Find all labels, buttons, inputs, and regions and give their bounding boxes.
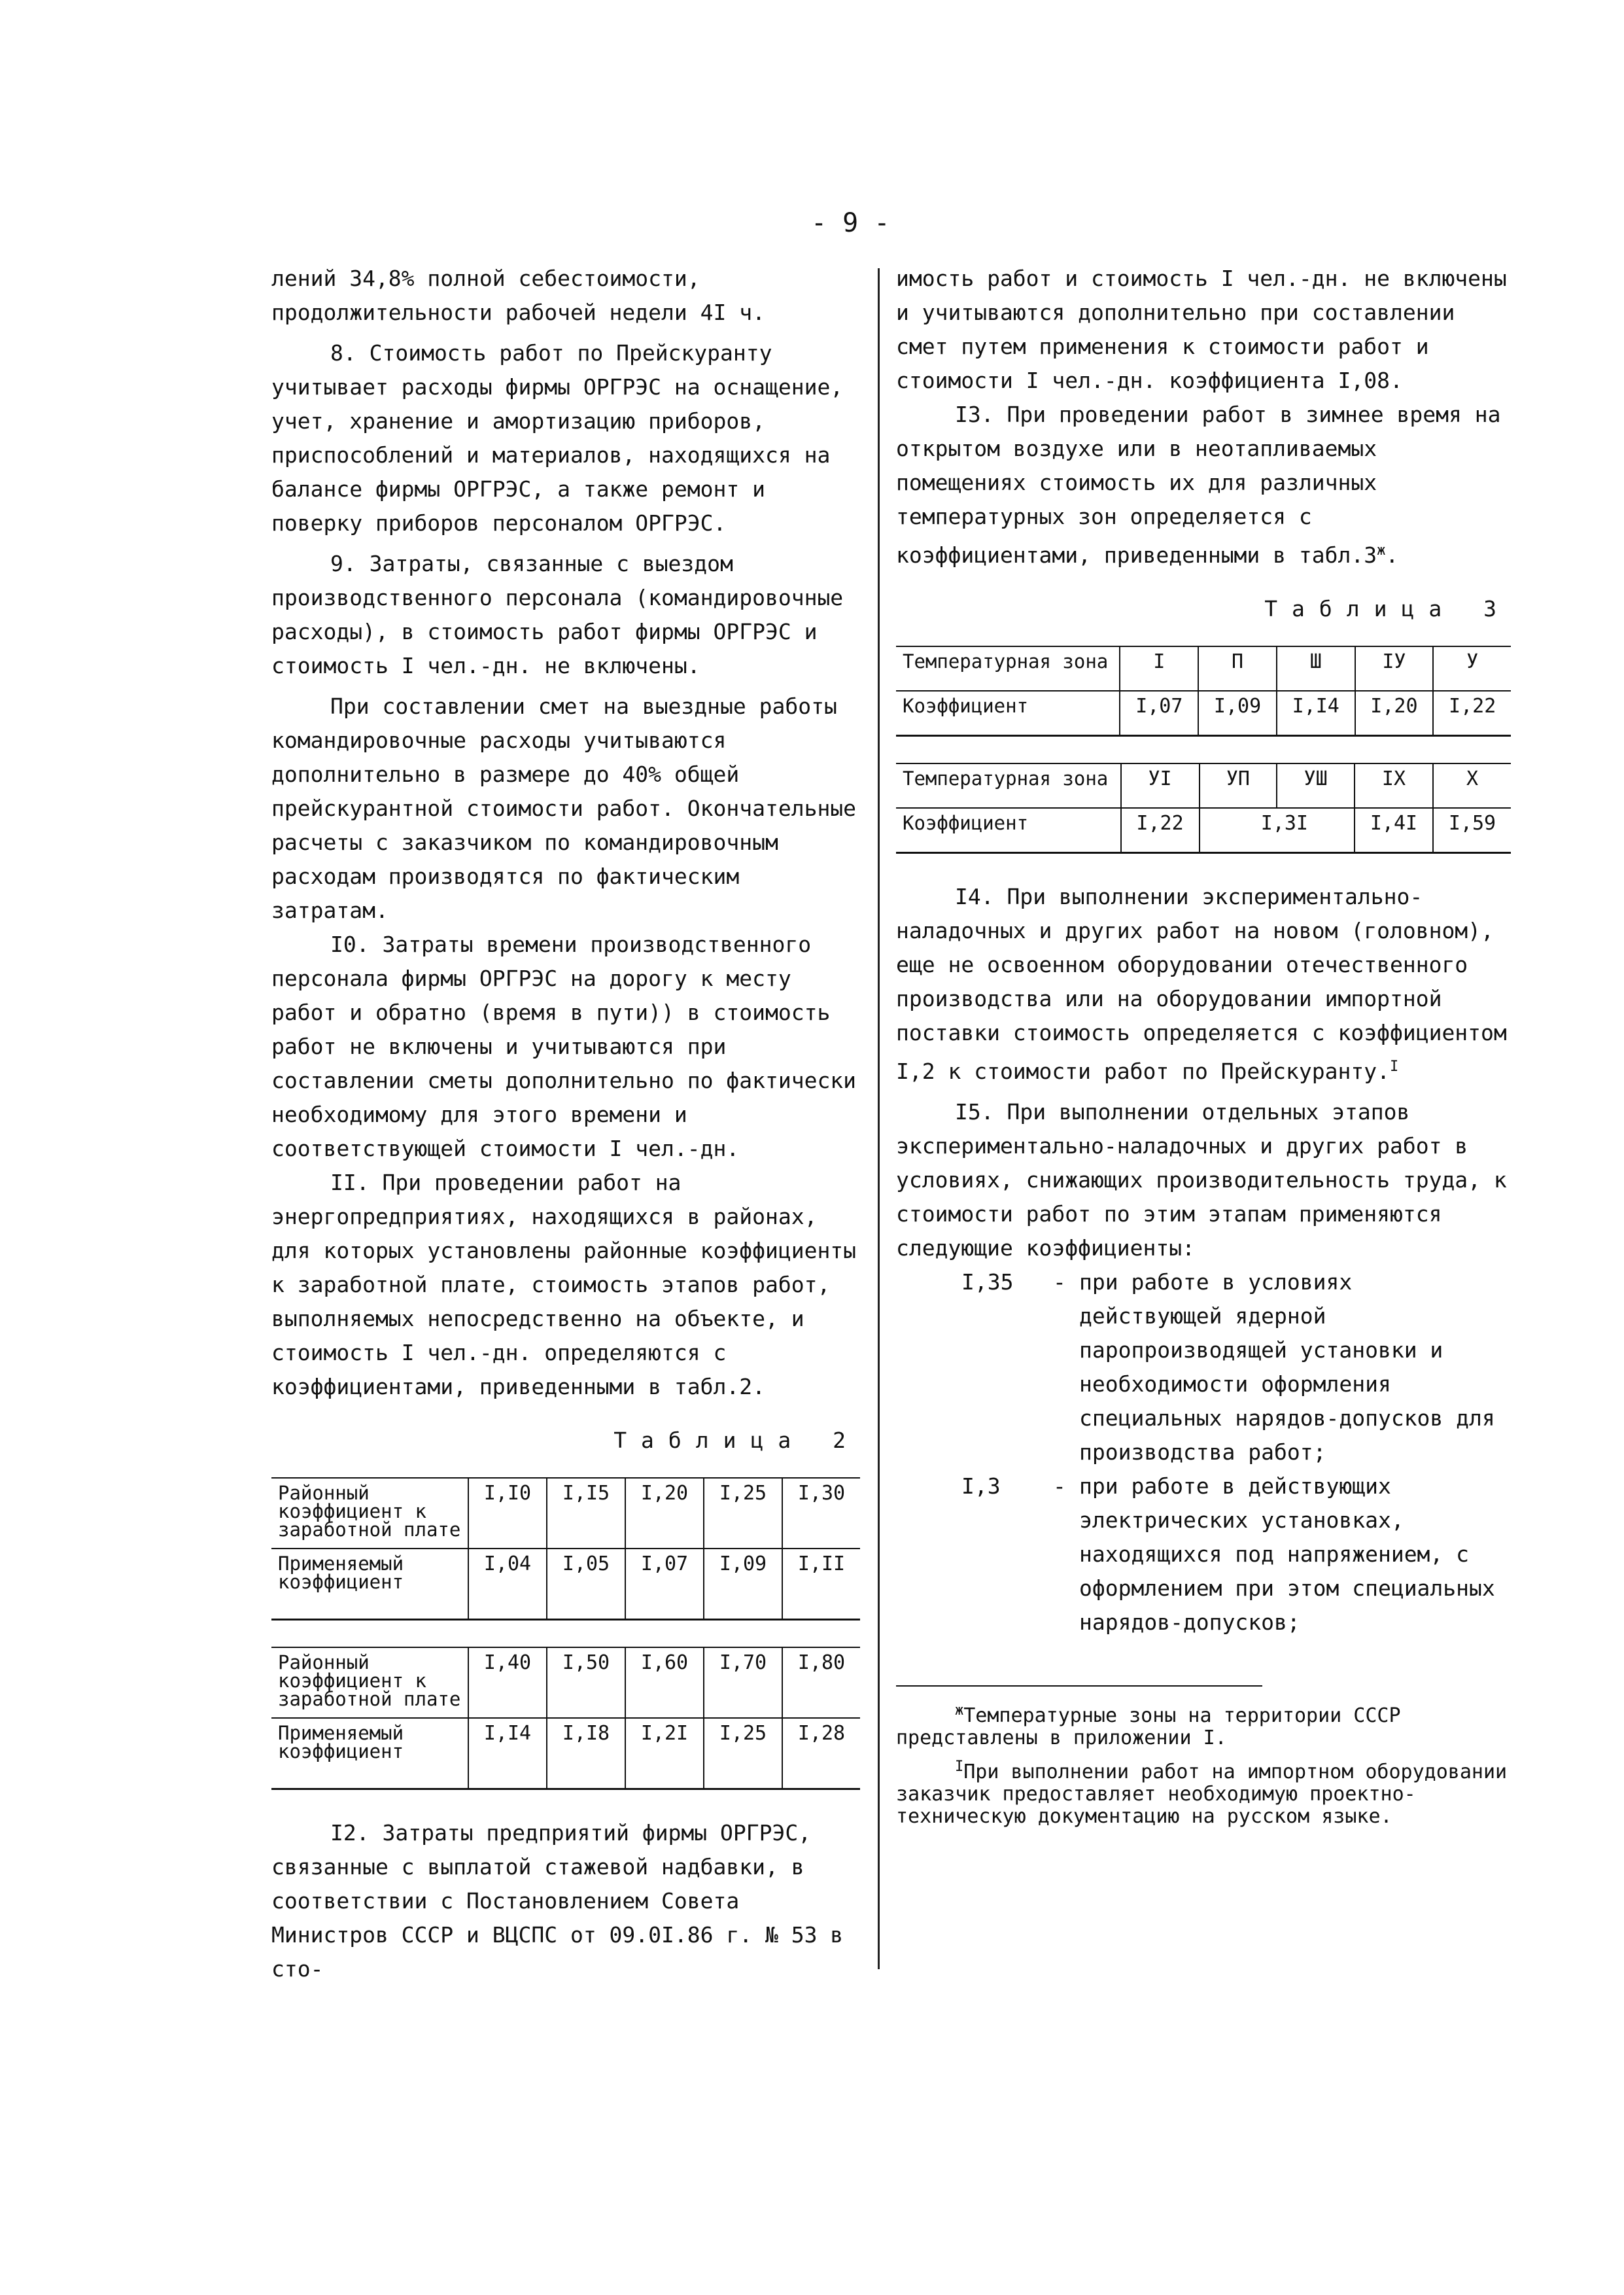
paragraph: лений 34,8% полной себестоимости, продолжительности рабочей недели 4I ч. <box>271 266 765 325</box>
table-cell: I,22 <box>1121 808 1200 853</box>
table-row <box>896 646 1511 691</box>
table-cell: I,40 <box>468 1647 547 1718</box>
paragraph-13-text: I3. При проведении работ в зимнее время на открытом воздухе или в неотапливаемых помещениях стоимость их для различных температурных зон определяется с коэффициентами, приведенными в табл.3 <box>896 402 1501 568</box>
footnote-mark: I <box>955 1759 964 1775</box>
table-cell: У <box>1433 646 1511 691</box>
table-cell: I,I5 <box>547 1478 625 1549</box>
footnote-mark: ж <box>1377 542 1386 559</box>
list-item <box>961 1469 1511 1639</box>
table-cell: X <box>1433 763 1511 808</box>
page-number: - 9 - <box>811 208 890 238</box>
table-cell: УШ <box>1277 763 1355 808</box>
row-label: Районный коэффициент к заработной плате <box>271 1647 468 1718</box>
coefficient-description: при работе в действующих электрических установках, находящихся под напряжением, с оформлением при этом специальных нарядов-допусков; <box>1079 1473 1495 1635</box>
list-item <box>961 1265 1511 1469</box>
table-row <box>271 1647 860 1718</box>
table-row <box>896 808 1511 853</box>
coefficient-value: I,35 <box>961 1269 1014 1295</box>
right-column <box>896 262 1511 1828</box>
table-cell: I,05 <box>547 1549 625 1620</box>
table-cell: I,I4 <box>1277 691 1355 736</box>
table-cell: I,09 <box>704 1549 782 1620</box>
dash: - <box>1053 1269 1066 1295</box>
table-2-caption: Таблица 2 <box>613 1428 860 1453</box>
table-cell: I,07 <box>1120 691 1198 736</box>
footnote-mark: ж <box>955 1702 964 1719</box>
table-3a <box>896 646 1511 737</box>
row-label: Применяемый коэффициент <box>271 1718 468 1789</box>
coefficient-list <box>961 1265 1511 1639</box>
table-cell: I,28 <box>782 1718 860 1789</box>
coefficient-value: I,3 <box>961 1473 1001 1499</box>
table-cell: I,30 <box>782 1478 860 1549</box>
table-row <box>896 763 1511 808</box>
footnote-separator <box>896 1685 1262 1687</box>
table-cell: I,04 <box>468 1549 547 1620</box>
column-divider <box>878 268 880 1969</box>
table-cell: I <box>1120 646 1198 691</box>
left-column <box>271 262 860 1986</box>
table-3b <box>896 763 1511 854</box>
row-label: Районный коэффициент к заработной плате <box>271 1478 468 1549</box>
table-cell: I,80 <box>782 1647 860 1718</box>
dash: - <box>1053 1473 1066 1499</box>
paragraph-9: 9. Затраты, связанные с выездом производственного персонала (командировочные расходы), в стоимость работ фирмы ОРГРЭС и стоимость I чел.-дн. не включены. <box>271 551 844 678</box>
paragraph-8: 8. Стоимость работ по Прейскуранту учитывает расходы фирмы ОРГРЭС на оснащение, учет, хранение и амортизацию приборов, приспособлений и материалов, находящихся на балансе фирмы ОРГРЭС, а также ремонт и поверку приборов персоналом ОРГРЭС. <box>271 340 844 536</box>
table-3-caption: Таблица 3 <box>1264 596 1511 622</box>
table-cell: I,20 <box>1355 691 1434 736</box>
footnote-1-text: Температурные зоны на территории СССР представлены в приложении I. <box>896 1704 1401 1749</box>
table-row <box>271 1549 860 1620</box>
paragraph-14 <box>896 880 1511 1089</box>
paragraph-11: II. При проведении работ на энергопредприятиях, находящихся в районах, для которых установлены районные коэффициенты к заработной плате, стоимость этапов работ, выполняемых непосредственно на объекте, и стоимость I чел.-дн. определяются с коэффициентами, приведенными в табл.2. <box>271 1170 857 1399</box>
paragraph-14-text: I4. При выполнении экспериментально-наладочных и других работ на новом (головном), еще не освоенном оборудовании отечественного производства или на оборудовании импортной поставки стоимость определяется с коэффициентом I,2 к стоимости работ по Прейскуранту. <box>896 884 1507 1084</box>
table-cell: I,25 <box>704 1478 782 1549</box>
row-label: Температурная зона <box>896 763 1121 808</box>
footnote-mark: I <box>1389 1059 1399 1075</box>
table-row <box>896 691 1511 736</box>
paragraph-9-continued: При составлении смет на выездные работы командировочные расходы учитываются дополнительно в размере до 40% общей прейскурантной стоимости работ. Окончательные расчеты с заказчиком по командировочным расходам производятся по фактическим затратам. <box>271 693 857 923</box>
table-cell: I,3I <box>1200 808 1355 853</box>
paragraph-10: I0. Затраты времени производственного персонала фирмы ОРГРЭС на дорогу к месту работ и обратно (время в пути)) в стоимость работ не включены и учитываются при составлении сметы дополнительно по фактически необходимому для этого времени и соответствующей стоимости I чел.-дн. <box>271 932 857 1161</box>
table-cell: I,60 <box>625 1647 704 1718</box>
coefficient-description: при работе в условиях действующей ядерной паропроизводящей установки и необходимости оформления специальных нарядов-допусков для производства работ; <box>1079 1269 1495 1465</box>
paragraph-15: I5. При выполнении отдельных этапов экспериментально-наладочных и других работ в условиях, снижающих производительность труда, к стоимости работ по этим этапам применяются следующие коэффициенты: <box>896 1099 1507 1261</box>
table-cell: П <box>1198 646 1277 691</box>
footnote-1 <box>896 1700 1511 1749</box>
table-cell: I,I0 <box>468 1478 547 1549</box>
table-cell: I,50 <box>547 1647 625 1718</box>
table-cell: УI <box>1121 763 1200 808</box>
table-row <box>271 1718 860 1789</box>
table-2a <box>271 1477 860 1621</box>
paragraph-13 <box>896 398 1511 572</box>
table-cell: I,22 <box>1433 691 1511 736</box>
table-cell: IУ <box>1355 646 1434 691</box>
paragraph-13-end: . <box>1385 542 1399 568</box>
row-label: Температурная зона <box>896 646 1120 691</box>
table-cell: I,59 <box>1433 808 1511 853</box>
table-cell: I,I4 <box>468 1718 547 1789</box>
table-row <box>271 1478 860 1549</box>
table-cell: I,20 <box>625 1478 704 1549</box>
table-cell: УП <box>1200 763 1277 808</box>
table-cell: I,I8 <box>547 1718 625 1789</box>
table-cell: I,07 <box>625 1549 704 1620</box>
row-label: Коэффициент <box>896 808 1121 853</box>
table-cell: I,70 <box>704 1647 782 1718</box>
table-cell: I,25 <box>704 1718 782 1789</box>
table-cell: I,II <box>782 1549 860 1620</box>
table-cell: Ш <box>1277 646 1355 691</box>
table-cell: I,4I <box>1355 808 1433 853</box>
paragraph: имость работ и стоимость I чел.-дн. не включены и учитываются дополнительно при составлении смет путем применения к стоимости работ и стоимости I чел.-дн. коэффициента I,08. <box>896 266 1507 393</box>
row-label: Применяемый коэффициент <box>271 1549 468 1620</box>
row-label: Коэффициент <box>896 691 1120 736</box>
table-cell: I,09 <box>1198 691 1277 736</box>
paragraph-12: I2. Затраты предприятий фирмы ОРГРЭС, связанные с выплатой стажевой надбавки, в соответствии с Постановлением Совета Министров СССР и ВЦСПС от 09.0I.86 г. № 53 в сто- <box>271 1820 844 1982</box>
table-cell: IX <box>1355 763 1433 808</box>
footnote-2-text: При выполнении работ на импортном оборудовании заказчик предоставляет необходимую проектно-техническую документацию на русском языке. <box>896 1761 1508 1828</box>
table-cell: I,2I <box>625 1718 704 1789</box>
footnote-2 <box>896 1756 1511 1828</box>
table-2b <box>271 1647 860 1790</box>
